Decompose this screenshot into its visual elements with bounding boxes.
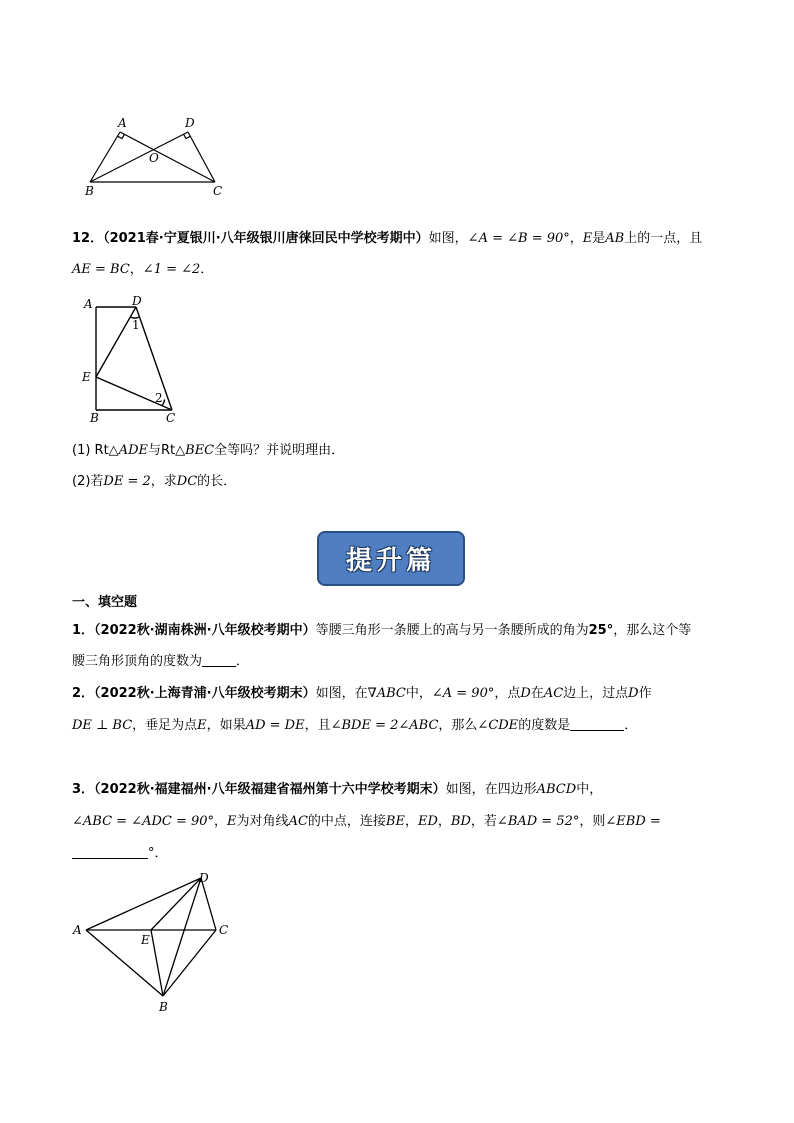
q1-value: 25°	[588, 623, 614, 638]
q3-text: ，	[437, 814, 451, 829]
q2-text: 的度数是	[518, 718, 571, 733]
q3-source: （2022秋·福建福州·八年级福建省福州第十六中学校考期末）	[94, 782, 446, 797]
fig1-label-C: C	[213, 184, 223, 198]
q3-text: 中，	[576, 782, 603, 797]
q12-source: （2021春·宁夏银川·八年级银川唐徕回民中学校考期中）	[103, 231, 429, 246]
section-title: 一、填空题	[72, 595, 138, 610]
q2-math: D	[520, 686, 531, 701]
q2-text: ，点	[494, 686, 521, 701]
q1-text: 等腰三角形一条腰上的高与另一条腰所成的角为	[315, 623, 589, 638]
q12-text: ．	[200, 262, 214, 277]
q2-number: 2．	[72, 686, 95, 701]
section-banner	[317, 531, 465, 586]
q12-line2	[72, 261, 213, 279]
q3-line3	[72, 845, 168, 863]
q12-fig-label-D: D	[132, 294, 142, 308]
q12-number: 12．	[72, 231, 104, 246]
q12-part1	[72, 442, 344, 460]
q12-p2-math: DE = 2	[103, 474, 151, 489]
q2-text: 中，	[405, 686, 432, 701]
q3-text: 如图，在四边形	[445, 782, 537, 797]
q1-answer-blank[interactable]	[202, 654, 236, 667]
q1-line1	[72, 622, 691, 640]
q2-math: AD = DE	[245, 718, 305, 733]
q1-number: 1．	[72, 623, 95, 638]
q2-text: 如图，在	[315, 686, 368, 701]
q3-math: ∠EBD =	[605, 814, 661, 829]
q12-fig-label-C: C	[166, 411, 176, 425]
q3-text: 的中点，连接	[307, 814, 386, 829]
q2-text: 在	[530, 686, 544, 701]
q3-text: ，则	[579, 814, 606, 829]
q3-text: °．	[148, 846, 168, 861]
q3-line1	[72, 781, 602, 799]
q12-p1-text: 全等吗？并说明理由．	[214, 443, 345, 458]
q2-text: ，如果	[206, 718, 246, 733]
figure-crossed-triangles	[80, 112, 230, 202]
q12-text: 上的一点，且	[624, 231, 703, 246]
q3-number: 3．	[72, 782, 95, 797]
q2-line1	[72, 685, 652, 703]
q2-math: AC	[543, 686, 564, 701]
q2-answer-blank[interactable]	[570, 718, 624, 731]
q12-p1-text: 与Rt△	[148, 443, 186, 458]
fig1-label-A: A	[118, 116, 127, 130]
q3-answer-blank[interactable]	[72, 846, 148, 859]
q3-fig-label-D: D	[199, 871, 209, 885]
q2-math: DE ⊥ BC	[72, 718, 133, 733]
q12-text: 如图，	[428, 231, 468, 246]
q12-fig-label-2: 2	[155, 391, 163, 405]
q2-math: ∠A = 90°	[431, 686, 495, 701]
q12-p2-text: ，求	[150, 474, 177, 489]
q3-math: BD	[450, 814, 471, 829]
q3-text: ，	[404, 814, 418, 829]
q12-part2	[72, 473, 236, 491]
q2-math: ∠BDE = 2∠ABC	[330, 718, 439, 733]
q2-line2	[72, 717, 637, 735]
q2-text: 边上，过点	[563, 686, 629, 701]
q2-text: 作	[638, 686, 652, 701]
q2-source: （2022秋·上海青浦·八年级校考期末）	[94, 686, 316, 701]
figure-q3-quadrilateral	[70, 868, 240, 1018]
q12-fig-label-B: B	[90, 411, 99, 425]
fig1-label-D: D	[185, 116, 195, 130]
q12-p1-text: (1) Rt△	[72, 443, 119, 458]
fig1-label-B: B	[85, 184, 94, 198]
q12-math: E	[582, 231, 593, 246]
banner-title: 提升篇	[345, 546, 436, 576]
q3-math: ABCD	[536, 782, 577, 797]
fig1-label-O: O	[149, 151, 159, 165]
q3-text: ，若	[470, 814, 497, 829]
q1-text: 腰三角形顶角的度数为	[72, 654, 203, 669]
q2-text: ．	[624, 718, 638, 733]
q3-text: ，	[214, 814, 228, 829]
q12-math: ∠A = ∠B = 90°	[467, 231, 570, 246]
q3-math: ED	[417, 814, 438, 829]
q12-p2-math: DC	[176, 474, 198, 489]
q12-fig-label-E: E	[82, 370, 91, 384]
q2-math: D	[628, 686, 639, 701]
q3-fig-label-E: E	[141, 933, 150, 947]
q12-text: ，	[129, 262, 143, 277]
q2-text: ，垂足为点	[132, 718, 198, 733]
q3-line2	[72, 813, 661, 831]
q12-text: 是	[592, 231, 606, 246]
q3-fig-label-A: A	[73, 923, 82, 937]
q3-math: ∠BAD = 52°	[496, 814, 580, 829]
figure-q12-trapezoid	[78, 292, 188, 427]
q2-text: ，那么	[438, 718, 478, 733]
q3-math: BE	[385, 814, 405, 829]
q12-text: ，	[569, 231, 583, 246]
q1-line2	[72, 653, 249, 671]
q3-math: AC	[288, 814, 308, 829]
q2-text: ，且	[304, 718, 331, 733]
q3-fig-label-C: C	[219, 923, 229, 937]
q12-fig-label-A: A	[84, 297, 93, 311]
q2-math: ∠CDE	[477, 718, 519, 733]
q2-math: E	[197, 718, 207, 733]
q1-text: ，那么这个等	[613, 623, 692, 638]
q12-math: AB	[605, 231, 625, 246]
q3-text: 为对角线	[236, 814, 289, 829]
q3-math: ∠ABC = ∠ADC = 90°	[72, 814, 215, 829]
q12-p1-math: BEC	[185, 443, 215, 458]
q2-math: ∇ABC	[367, 686, 406, 701]
q12-math: AE = BC	[72, 262, 130, 277]
q3-math: E	[227, 814, 237, 829]
q3-fig-label-B: B	[159, 1000, 168, 1014]
q12-p2-text: 的长．	[197, 474, 237, 489]
q12-p2-text: (2)若	[72, 474, 104, 489]
q12-math: ∠1 = ∠2	[142, 262, 201, 277]
q12-fig-label-1: 1	[132, 318, 140, 332]
q1-text: ．	[236, 654, 250, 669]
q1-source: （2022秋·湖南株洲·八年级校考期中）	[94, 623, 316, 638]
q12-line1	[72, 230, 702, 248]
q12-p1-math: ADE	[118, 443, 148, 458]
